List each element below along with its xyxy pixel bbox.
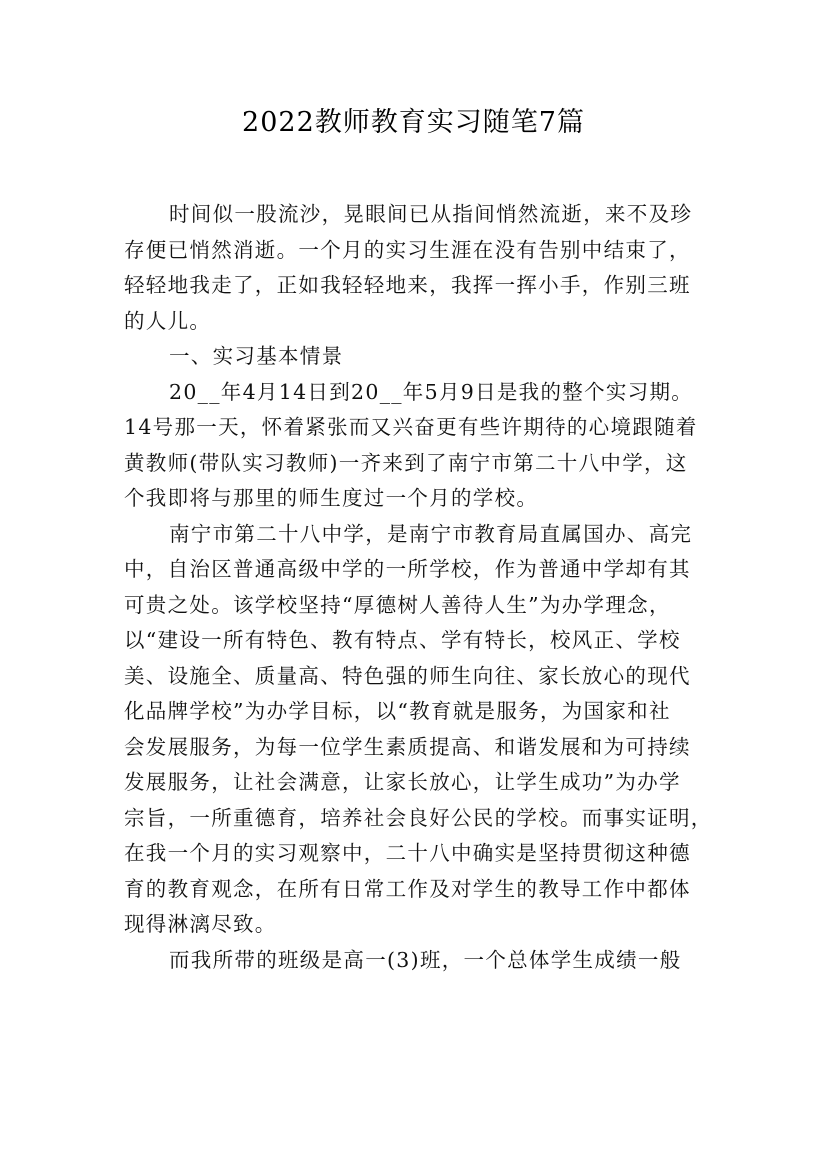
- paragraph-line: 南宁市第二十八中学，是南宁市教育局直属国办、高完: [169, 521, 693, 546]
- paragraph-line: 的人儿。: [124, 308, 212, 333]
- document-body: [124, 197, 714, 978]
- paragraph-line: 存便已悄然消逝。一个月的实习生涯在没有告别中结束了，: [124, 237, 691, 262]
- paragraph-line: 20__年4月14日到20__年5月9日是我的整个实习期。: [169, 379, 694, 404]
- paragraph-line: 14号那一天，怀着紧张而又兴奋更有些许期待的心境跟随着: [124, 415, 698, 439]
- paragraph-line: 在我一个月的实习观察中，二十八中确实是坚持贯彻这种德: [124, 841, 691, 865]
- paragraph-line: 以“建设一所有特色、教有特点、学有特长，校风正、学校: [124, 628, 681, 652]
- paragraph-line: 而我所带的班级是高一(3)班，一个总体学生成绩一般: [169, 947, 682, 972]
- paragraph-line: 轻轻地我走了，正如我轻轻地来，我挥一挥小手，作别三班: [124, 273, 691, 297]
- paragraph-line: 中，自治区普通高级中学的一所学校，作为普通中学却有其: [124, 557, 691, 581]
- paragraph-line: 可贵之处。该学校坚持“厚德树人善待人生”为办学理念，: [124, 592, 671, 617]
- section-heading: 一、实习基本情景: [169, 344, 344, 368]
- document-title: 2022教师教育实习随笔7篇: [242, 107, 585, 138]
- paragraph-line: 化品牌学校”为办学目标，以“教育就是服务，为国家和社: [124, 699, 671, 723]
- paragraph-line: 黄教师(带队实习教师)一齐来到了南宁市第二十八中学，这: [124, 450, 688, 475]
- paragraph-line: 发展服务，让社会满意，让家长放心，让学生成功”为办学: [124, 770, 681, 794]
- paragraph-line: 现得淋漓尽致。: [124, 912, 277, 936]
- paragraph-line: 个我即将与那里的师生度过一个月的学校。: [124, 486, 539, 510]
- paragraph-line: 宗旨，一所重德育，培养社会良好公民的学校。而事实证明，: [124, 805, 713, 830]
- paragraph-line: 会发展服务，为每一位学生素质提高、和谐发展和为可持续: [124, 734, 691, 759]
- paragraph-line: 美、设施全、质量高、特色强的师生向往、家长放心的现代: [124, 663, 691, 688]
- paragraph-line: 育的教育观念，在所有日常工作及对学生的教导工作中都体: [124, 876, 691, 901]
- paragraph-line: 时间似一股流沙，晃眼间已从指间悄然流逝，来不及珍: [169, 202, 693, 226]
